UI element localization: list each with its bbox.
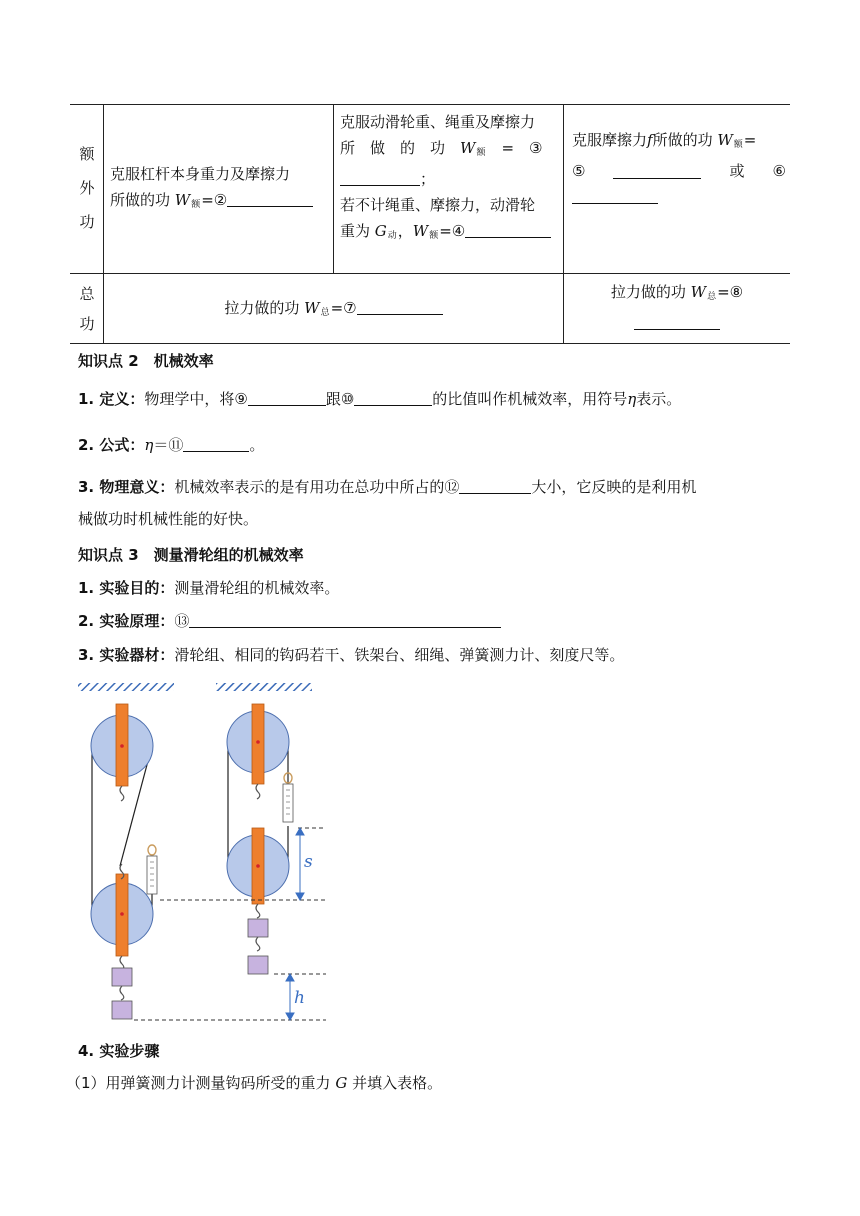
formula-line: 2. 公式：η＝⑪ 。 <box>78 436 265 454</box>
blank-10[interactable] <box>354 390 432 406</box>
meaning-line-2: 械做功时机械性能的好快。 <box>78 510 259 528</box>
pulley-system-figure <box>70 676 340 1032</box>
blank-4[interactable] <box>465 222 551 238</box>
row-header-total-work: 总 功 <box>79 285 95 333</box>
equipment-line: 3. 实验器材：滑轮组、相同的钩码若干、铁架台、细绳、弹簧测力计、刻度尺等。 <box>78 646 625 664</box>
blank-2[interactable] <box>227 191 313 207</box>
weight-left-1 <box>112 968 132 986</box>
pulley-extra-work: 克服动滑轮重、绳重及摩擦力 所 做 的 功 $W_额$ = ③ ； 若不计绳重、摩擦力，动滑轮 重为 $G_动$，$W_额=④$ <box>340 109 560 249</box>
row-header-extra-work: 额 外 功 <box>79 145 95 231</box>
weight-right-1 <box>248 919 268 937</box>
meaning-line-1: 3. 物理意义：机械效率表示的是有用功在总功中所占的⑫ 大小，它反映的是利用机 <box>78 478 697 496</box>
purpose-line: 1. 实验目的：测量滑轮组的机械效率。 <box>78 579 340 597</box>
principle-line: 2. 实验原理：⑬ <box>78 610 501 631</box>
blank-13[interactable] <box>189 612 501 628</box>
weight-left-2 <box>112 1001 132 1019</box>
blank-3[interactable] <box>340 170 420 186</box>
friction-extra-work: 克服摩擦力f所做的功 $W_额=$ ⑤ 或 ⑥ <box>572 127 786 210</box>
ceiling-right <box>216 683 312 691</box>
label-h: h <box>294 988 305 1008</box>
total-work-left: 拉力做的功 $W_总=⑦$ <box>104 295 563 326</box>
weight-right-2 <box>248 956 268 974</box>
s-distance-arrow <box>296 828 304 900</box>
pulley-system-right <box>227 704 293 974</box>
step-1: （1）用弹簧测力计测量钩码所受的重力 G 并填入表格。 <box>66 1074 443 1092</box>
lever-extra-work: 克服杠杆本身重力及摩擦力 所做的功 $W_额=②$ <box>110 161 330 218</box>
blank-11[interactable] <box>183 436 249 452</box>
pulley-system-left <box>91 704 157 1019</box>
ceiling-left <box>78 683 174 691</box>
blank-5[interactable] <box>613 163 701 179</box>
section3-title: 知识点 3 测量滑轮组的机械效率 <box>78 546 304 564</box>
total-work-right: 拉力做的功 $W_总=⑧$ <box>564 279 790 336</box>
definition-line: 1. 定义：物理学中，将⑨ 跟⑩ 的比值叫作机械效率，用符号η表示。 <box>78 390 682 408</box>
h-distance-arrow <box>286 974 294 1020</box>
blank-6[interactable] <box>572 188 658 204</box>
section2-title: 知识点 2 机械效率 <box>78 352 214 370</box>
label-s: s <box>304 852 313 872</box>
blank-9[interactable] <box>248 390 326 406</box>
steps-heading: 4. 实验步骤 <box>78 1042 160 1060</box>
blank-8[interactable] <box>634 314 720 330</box>
work-table <box>70 104 790 344</box>
blank-7[interactable] <box>357 299 443 315</box>
blank-12[interactable] <box>459 478 531 494</box>
